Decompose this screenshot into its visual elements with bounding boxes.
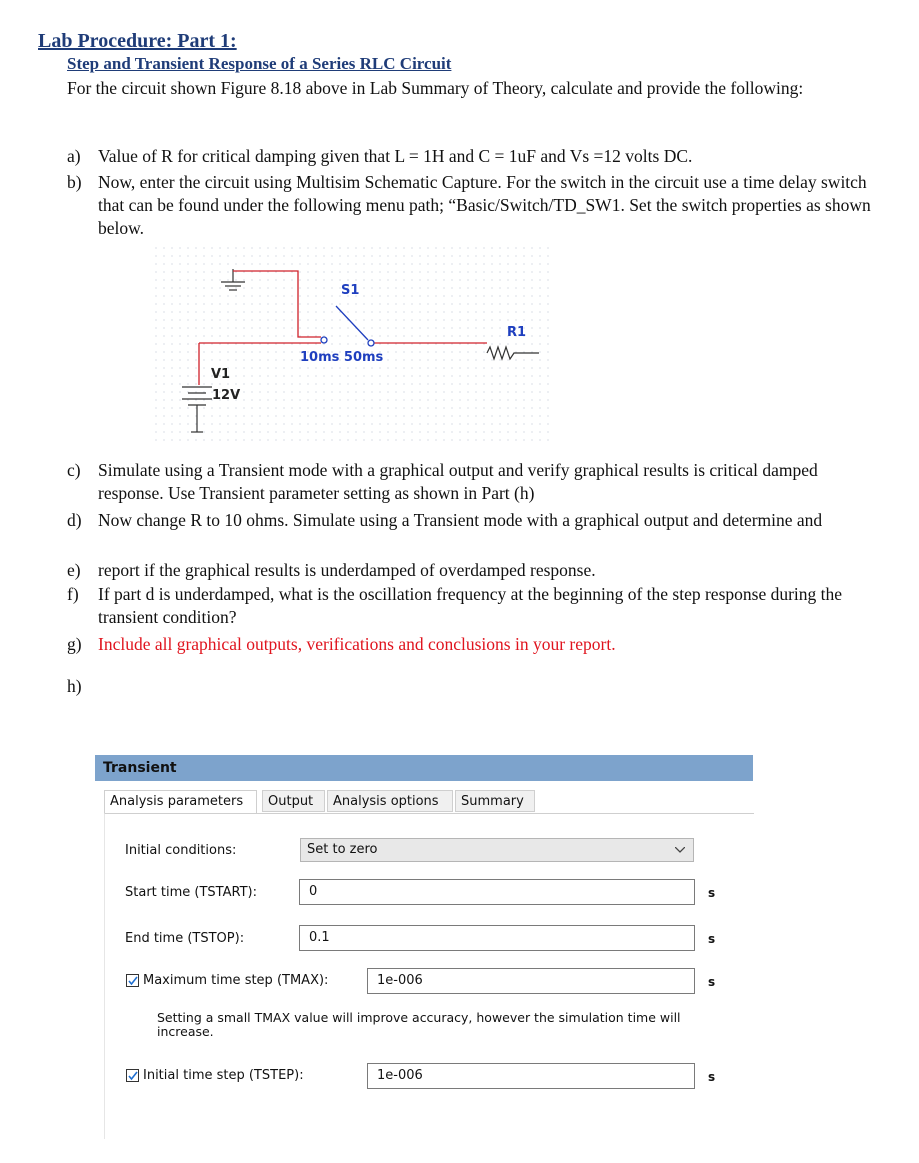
tab-summary[interactable]: Summary <box>455 790 535 812</box>
list-label: h) <box>67 676 82 696</box>
transient-dialog <box>95 743 753 1138</box>
tab-analysis-options[interactable]: Analysis options <box>327 790 453 812</box>
circuit-diagram <box>155 247 550 447</box>
lab-procedure-heading: Lab Procedure: Part 1: <box>38 30 237 52</box>
list-text: Value of R for critical damping given that L = 1H and C = 1uF and Vs =12 volts DC. <box>98 146 693 166</box>
list-text: If part d is underdamped, what is the oscillation frequency at the beginning of the step response during the transient condition? <box>98 584 843 627</box>
initial-conditions-label: Initial conditions: <box>125 843 237 858</box>
dialog-title-bar <box>95 755 753 781</box>
checkmark-icon <box>127 975 138 986</box>
list-text: Include all graphical outputs, verifications and conclusions in your report. <box>98 634 616 654</box>
source-label: V1 <box>211 367 231 382</box>
list-label: b) <box>67 172 82 192</box>
checkmark-icon <box>127 1070 138 1081</box>
initial-conditions-select[interactable] <box>300 838 694 862</box>
section-subheading: Step and Transient Response of a Series RLC Circuit <box>67 54 452 73</box>
analysis-parameters-panel <box>104 813 754 1139</box>
tmax-label: Maximum time step (TMAX): <box>143 973 329 988</box>
dialog-title: Transient <box>103 760 177 776</box>
tmax-checkbox[interactable] <box>126 974 139 987</box>
unit-label: s <box>708 932 716 946</box>
list-label: c) <box>67 460 81 480</box>
chevron-down-icon <box>675 847 685 853</box>
list-text: Now, enter the circuit using Multisim Schematic Capture. For the switch in the circuit use a time delay switch that can be found under the following menu path; “Basic/Switch/TD_SW1. Set the switch properties as shown below. <box>98 172 871 238</box>
tab-output[interactable]: Output <box>262 790 325 812</box>
unit-label: s <box>708 975 716 989</box>
list-text: report if the graphical results is underdamped of overdamped response. <box>98 560 596 580</box>
start-time-label: Start time (TSTART): <box>125 885 257 900</box>
tmax-input[interactable]: 1e-006 <box>367 968 695 994</box>
grid-background <box>155 247 550 447</box>
list-label: d) <box>67 510 82 530</box>
start-time-input[interactable]: 0 <box>299 879 695 905</box>
resistor-label: R1 <box>507 325 527 340</box>
tstep-checkbox[interactable] <box>126 1069 139 1082</box>
list-label: a) <box>67 146 81 166</box>
switch-label: S1 <box>341 283 360 298</box>
intro-paragraph: For the circuit shown Figure 8.18 above in Lab Summary of Theory, calculate and provide the following: <box>67 78 804 98</box>
select-value: Set to zero <box>307 842 378 857</box>
tab-analysis-parameters[interactable]: Analysis parameters <box>104 790 257 814</box>
switch-times-label: 10ms 50ms <box>300 350 384 365</box>
unit-label: s <box>708 886 716 900</box>
tstep-input[interactable]: 1e-006 <box>367 1063 695 1089</box>
list-label: g) <box>67 634 82 654</box>
end-time-input[interactable]: 0.1 <box>299 925 695 951</box>
source-value: 12V <box>212 388 241 403</box>
tstep-label: Initial time step (TSTEP): <box>143 1068 304 1083</box>
circuit-schematic <box>155 247 550 447</box>
list-text: Now change R to 10 ohms. Simulate using a Transient mode with a graphical output and determine and <box>98 510 823 530</box>
list-text: Simulate using a Transient mode with a graphical output and verify graphical results is critical damped response. Use Transient parameter setting as shown in Part (h) <box>98 460 818 503</box>
unit-label: s <box>708 1070 716 1084</box>
tmax-note: Setting a small TMAX value will improve accuracy, however the simulation time will increase. <box>157 1010 681 1039</box>
list-label: e) <box>67 560 81 580</box>
list-label: f) <box>67 584 79 604</box>
end-time-label: End time (TSTOP): <box>125 931 245 946</box>
